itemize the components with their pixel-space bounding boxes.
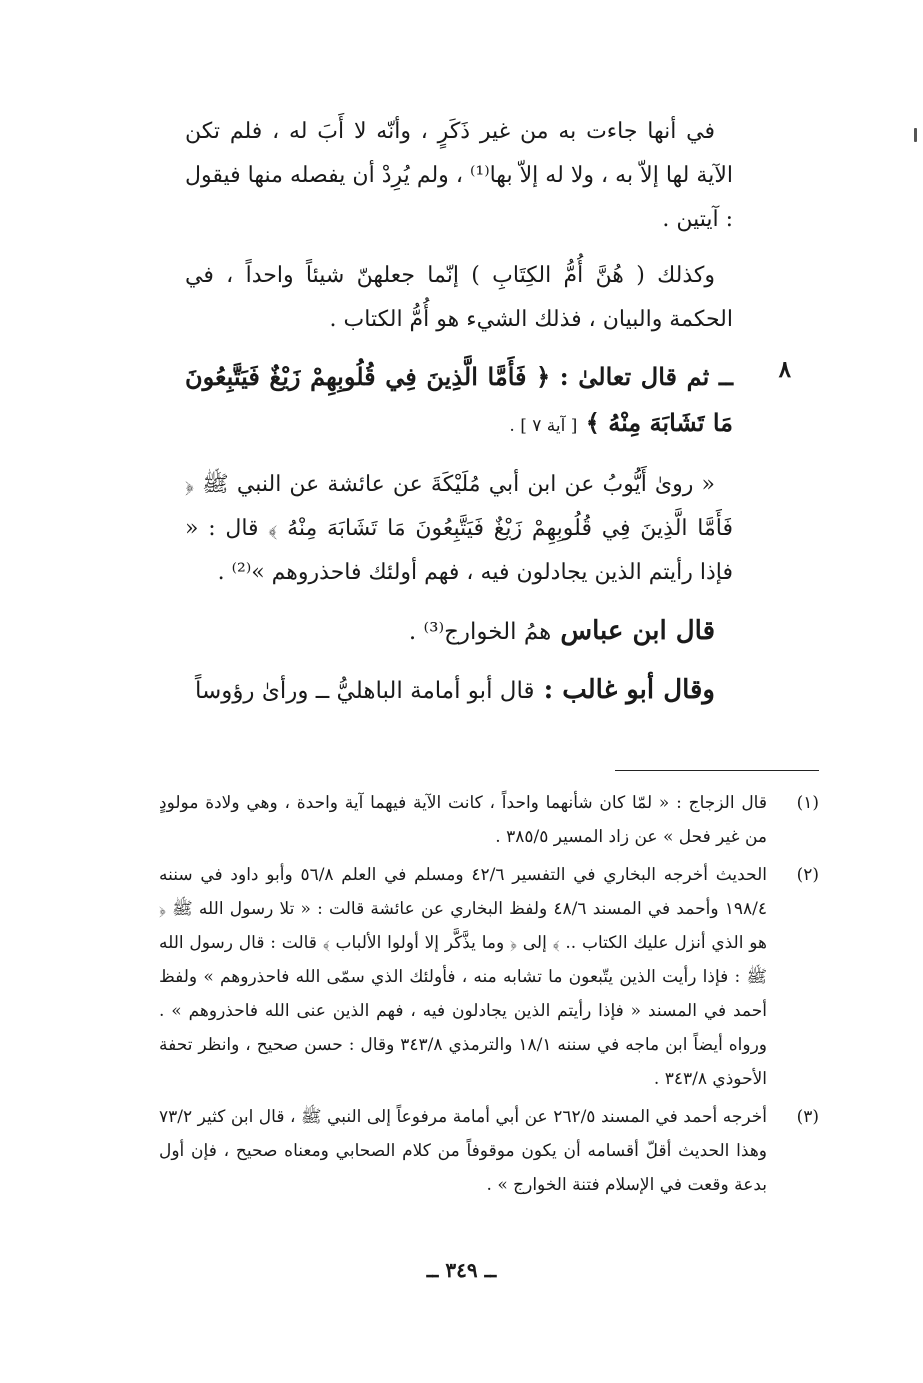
ibn-abbas-label: قال ابن عباس (560, 616, 715, 646)
paragraph-3: « روىٰ أَيُّوبُ عن ابن أبي مُلَيْكَةَ عن عائشة عن النبي ﷺ ﴿ فَأَمَّا الَّذِينَ فِي قُلُوبِهِمْ زَيْغٌ فَيَتَّبِعُونَ مَا تَشَابَهَ مِنْهُ ﴾ قال : « فإذا رأيتم الذين يجادلون فيه ، فهم أولئك فاحذروهم »⁽²⁾ . (185, 472, 733, 585)
paragraph-1: في أنها جاءت به من غير ذَكَرٍ ، وأنّه لا أَبَ له ، فلم تكن الآية لها إلاّ به ، ولا له إلاّ بها⁽¹⁾ ، ولم يُرِدْ أن يفصله منها فيقول : آيتين . (185, 119, 733, 232)
footnote-number: (٢) (796, 865, 819, 885)
heading-text: ــ ثم قال تعالىٰ : ﴿ فَأَمَّا الَّذِينَ فِي قُلُوبِهِمْ زَيْغٌ فَيَتَّبِعُونَ مَا تَشَابَهَ مِنْهُ ﴾ (185, 362, 733, 437)
paragraph-2: وكذلك ( هُنَّ أُمُّ الكِتَابِ ) إنّما جعلهنّ شيئاً واحداً ، في الحكمة والبيان ، فذلك الشيء هو أُمُّ الكتاب . (185, 263, 733, 332)
verse-reference: [ آية ٧ ] . (509, 416, 578, 436)
footnote-text: قال الزجاج : « لمّا كان شأنهما واحداً ، كانت الآية فيهما آية واحدة ، وهي ولادة مولودٍ من غير فحل » عن زاد المسير ٣٨٥/٥ . (159, 793, 767, 847)
section-heading-block (185, 354, 791, 449)
page-edge-mark (914, 128, 917, 142)
section-number: ٨ (778, 356, 791, 383)
page-number: ــ ٣٤٩ ــ (426, 1258, 497, 1282)
footnote-text: الحديث أخرجه البخاري في التفسير ٤٢/٦ ومسلم في العلم ٥٦/٨ وأبو داود في سننه ١٩٨/٤ وأحمد في المسند ٤٨/٦ ولفظ البخاري عن عائشة قالت : « تلا رسول الله ﷺ ﴿ هو الذي أنزل عليك الكتاب .. ﴾ إلى ﴿ وما يذَّكَّر إلا أولوا الألباب ﴾ قالت : قال رسول الله ﷺ : فإذا رأيت الذين يتّبعون ما تشابه منه ، فأولئك الذي سمّى الله فاحذروهم » ولفظ أحمد في المسند « فإذا رأيتم الذين يجادلون فيه ، فهم الذين عنى الله فاحذروهم » . ورواه أيضاً ابن ماجه في سننه ١٨/١ والترمذي ٣٤٣/٨ وقال : حسن صحيح ، وانظر تحفة الأحوذي ٣٤٣/٨ . (159, 865, 768, 1089)
footnote-number: (٣) (796, 1107, 819, 1127)
footnote-3 (159, 1100, 819, 1202)
footnote-divider (615, 770, 819, 771)
main-text (185, 110, 791, 725)
footnote-1 (159, 786, 819, 854)
footnote-text: أخرجه أحمد في المسند ٢٦٢/٥ عن أبي أمامة مرفوعاً إلى النبي ﷺ ، قال ابن كثير ٧٣/٢ وهذا الحديث أقلّ أقسامه أن يكون موقوفاً من كلام الصحابي ومعناه صحيح ، فإن أول بدعة وقعت في الإسلام فتنة الخوارج » . (159, 1107, 767, 1195)
footnote-number: (١) (796, 793, 819, 813)
paragraph-4 (185, 607, 733, 656)
paragraph-5 (185, 666, 733, 715)
abu-ghalib-label: وقال أبو غالب : (543, 675, 715, 705)
footnote-2 (159, 858, 819, 1096)
ibn-abbas-text: همُ الخوارج⁽³⁾ . (408, 619, 552, 645)
section-heading (185, 354, 733, 449)
footnotes (159, 786, 819, 1206)
abu-ghalib-text: قال أبو أمامة الباهليُّ ــ ورأىٰ رؤوساً (194, 678, 535, 704)
